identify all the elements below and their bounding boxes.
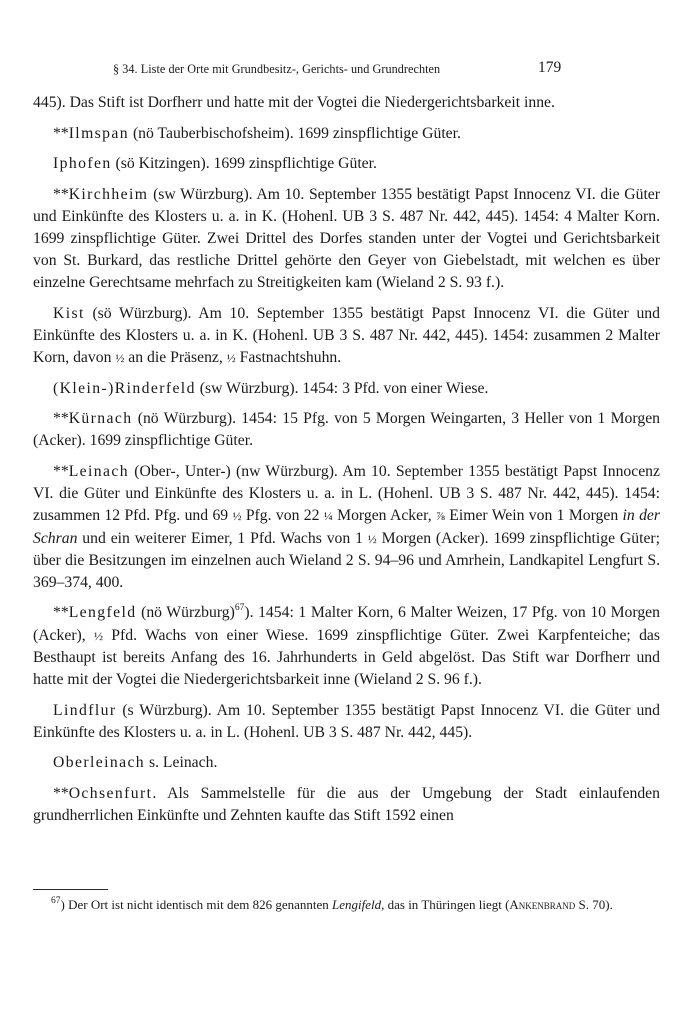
place-name: Leinach [68,462,130,480]
entry-klein-rinderfeld [33,378,660,400]
entry-text: (sö Kitzingen). 1699 zinspflichtige Güter. [111,155,377,172]
italic-term: Lengifeld [332,897,382,912]
entry-text: Morgen Acker, [332,507,436,525]
entry-text: (s Würzburg). Am 10. September 1355 bestätigt Papst Innocenz VI. die Güter und Einkünfte des Klosters u. a. in L. (Hohenl. UB 3 S. 487 Nr. 442, 445). [33,701,660,741]
footnote-67 [33,895,660,915]
entry-text: an die Präsenz, [124,349,227,367]
entry-marker: ** [53,410,69,428]
fraction: ½ [232,509,242,524]
running-head [0,60,700,80]
body-text [33,92,660,835]
entry-text: (sw Würzburg). Am 10. September 1355 bestätigt Papst Innocenz VI. die Güter und Einkünfte des Klosters u. a. in K. (Hohenl. UB 3 S. 487 Nr. 442, 445). 1454: 4 Malter Korn. 1699 zinspflichtige Güter. Zwei Drittel des Dorfes standen unter der Vogtei und Gerichtsbarkeit von St. Burkard, das restliche Drittel gehörte den Geyer von Giebelstadt, mit welchen es über einzelne Gerechtsame mehrfach zu Streitigkeiten kam (Wieland 2 S. 93 f.). [33,185,660,292]
fraction: ½ [226,351,236,366]
place-name: Ochsenfurt [68,784,153,802]
footnote-number: 67 [51,895,61,906]
entry-oberleinach [33,752,660,774]
fraction: ½ [93,628,103,643]
entry-text: (nö Würzburg). 1454: 15 Pfg. von 5 Morgen Weingarten, 3 Heller von 1 Morgen (Acker). 1699 zinspflichtige Güter. [33,410,660,450]
entry-text: (Ober-, Unter-) (nw Würzburg). Am 10. September 1355 bestätigt Papst Innocenz VI. die Güter und Einkünfte des Klosters u. a. in L. (Hohenl. UB 3 S. 487 Nr. 442, 445). 1454: zusammen 12 Pfd. Pfg. und 69 [33,462,660,525]
footnote-text: , das in Thüringen liegt ( [381,897,510,912]
entry-leinach [33,461,660,594]
entry-text: Pfg. von 22 [241,507,324,525]
entry-text: Eimer Wein von 1 Morgen [444,507,623,525]
footnote-divider [33,889,108,890]
place-name: (Klein-)Rinderfeld [53,379,196,397]
footnote-text: S. 70). [575,897,613,912]
place-name: Lindflur [53,701,117,719]
fraction: ½ [367,531,377,546]
entry-kirchheim [33,184,660,295]
entry-marker: ** [53,124,69,142]
italic-term: in der Schran [33,507,661,547]
entry-kuernach [33,408,660,452]
place-name: Lengfeld [68,604,137,622]
footnote-text: ) Der Ort ist nicht identisch mit dem 826 genannten [60,897,332,912]
fraction: ⅞ [435,509,445,524]
place-name: Kist [53,304,85,322]
entry-marker: ** [53,185,69,203]
entry-text: Pfd. Wachs von einer Wiese. 1699 zinspflichtige Güter. Zwei Karpfenteiche; das Besthaupt ist bereits Anfang des 16. Jahrhunderts in Geld abgelöst. Das Stift war Dorfherr und hatte mit der Vogtei die Niedergerichtsbarkeit inne (Wieland 2 S. 96 f.). [33,626,660,689]
place-name: Oberleinach [53,754,146,772]
section-title: § 34. Liste der Orte mit Grundbesitz-, Gerichts- und Grundrechten [113,62,441,76]
entry-text: (nö Würzburg) [136,604,235,622]
entry-kist [33,303,660,370]
entry-lindflur [33,700,660,744]
entry-ilmspan [33,123,660,145]
author-name: Ankenbrand [509,897,576,912]
entry-marker: ** [53,604,69,622]
entry-text: (sö Würzburg). Am 10. September 1355 bestätigt Papst Innocenz VI. die Güter und Einkünfte des Klosters u. a. in K. (Hohenl. UB 3 S. 487 Nr. 442, 445). 1454: zusammen 2 Malter Korn, davon [33,304,660,367]
entry-text: . Als Sammelstelle für die aus der Umgebung der Stadt einlaufenden grundherrlichen Einkünfte und Zehnten kaufte das Stift 1592 einen [33,784,660,824]
entry-text: s. Leinach. [145,754,218,772]
place-name: Iphofen [53,155,112,172]
fraction: ½ [115,351,125,366]
entry-marker: ** [53,462,69,480]
entry-marker: ** [53,784,69,802]
place-name: Kirchheim [68,185,149,203]
entry-text: (nö Tauberbischofsheim). 1699 zinspflichtige Güter. [129,124,461,142]
entry-text: Fastnachtshuhn. [235,349,342,367]
entry-ochsenfurt [33,783,660,827]
footnote [33,895,660,915]
entry-continuation [33,92,660,114]
entry-iphofen [33,153,660,175]
page-number: 179 [538,59,562,76]
entry-lengfeld [33,602,660,691]
entry-text: 445). Das Stift ist Dorfherr und hatte mit der Vogtei die Niedergerichtsbarkeit inne. [33,94,555,111]
entry-text: ). 1454: 1 Malter Korn, 6 Malter Weizen, 17 Pfg. von 10 Morgen (Acker), [33,604,660,644]
entry-text: und ein weiterer Eimer, 1 Pfd. Wachs von 1 [77,529,368,547]
entry-text: (sw Würzburg). 1454: 3 Pfd. von einer Wiese. [195,379,489,397]
fraction: ¼ [323,509,333,524]
footnote-ref[interactable]: 67 [234,603,245,614]
place-name: Ilmspan [68,124,130,142]
place-name: Kürnach [68,410,133,428]
entry-text: Morgen (Acker). 1699 zinspflichtige Güter; über die Besitzungen im einzelnen auch Wieland 2 S. 94–96 und Amrhein, Landkapitel Lengfurt S. 369–374, 400. [33,529,660,591]
